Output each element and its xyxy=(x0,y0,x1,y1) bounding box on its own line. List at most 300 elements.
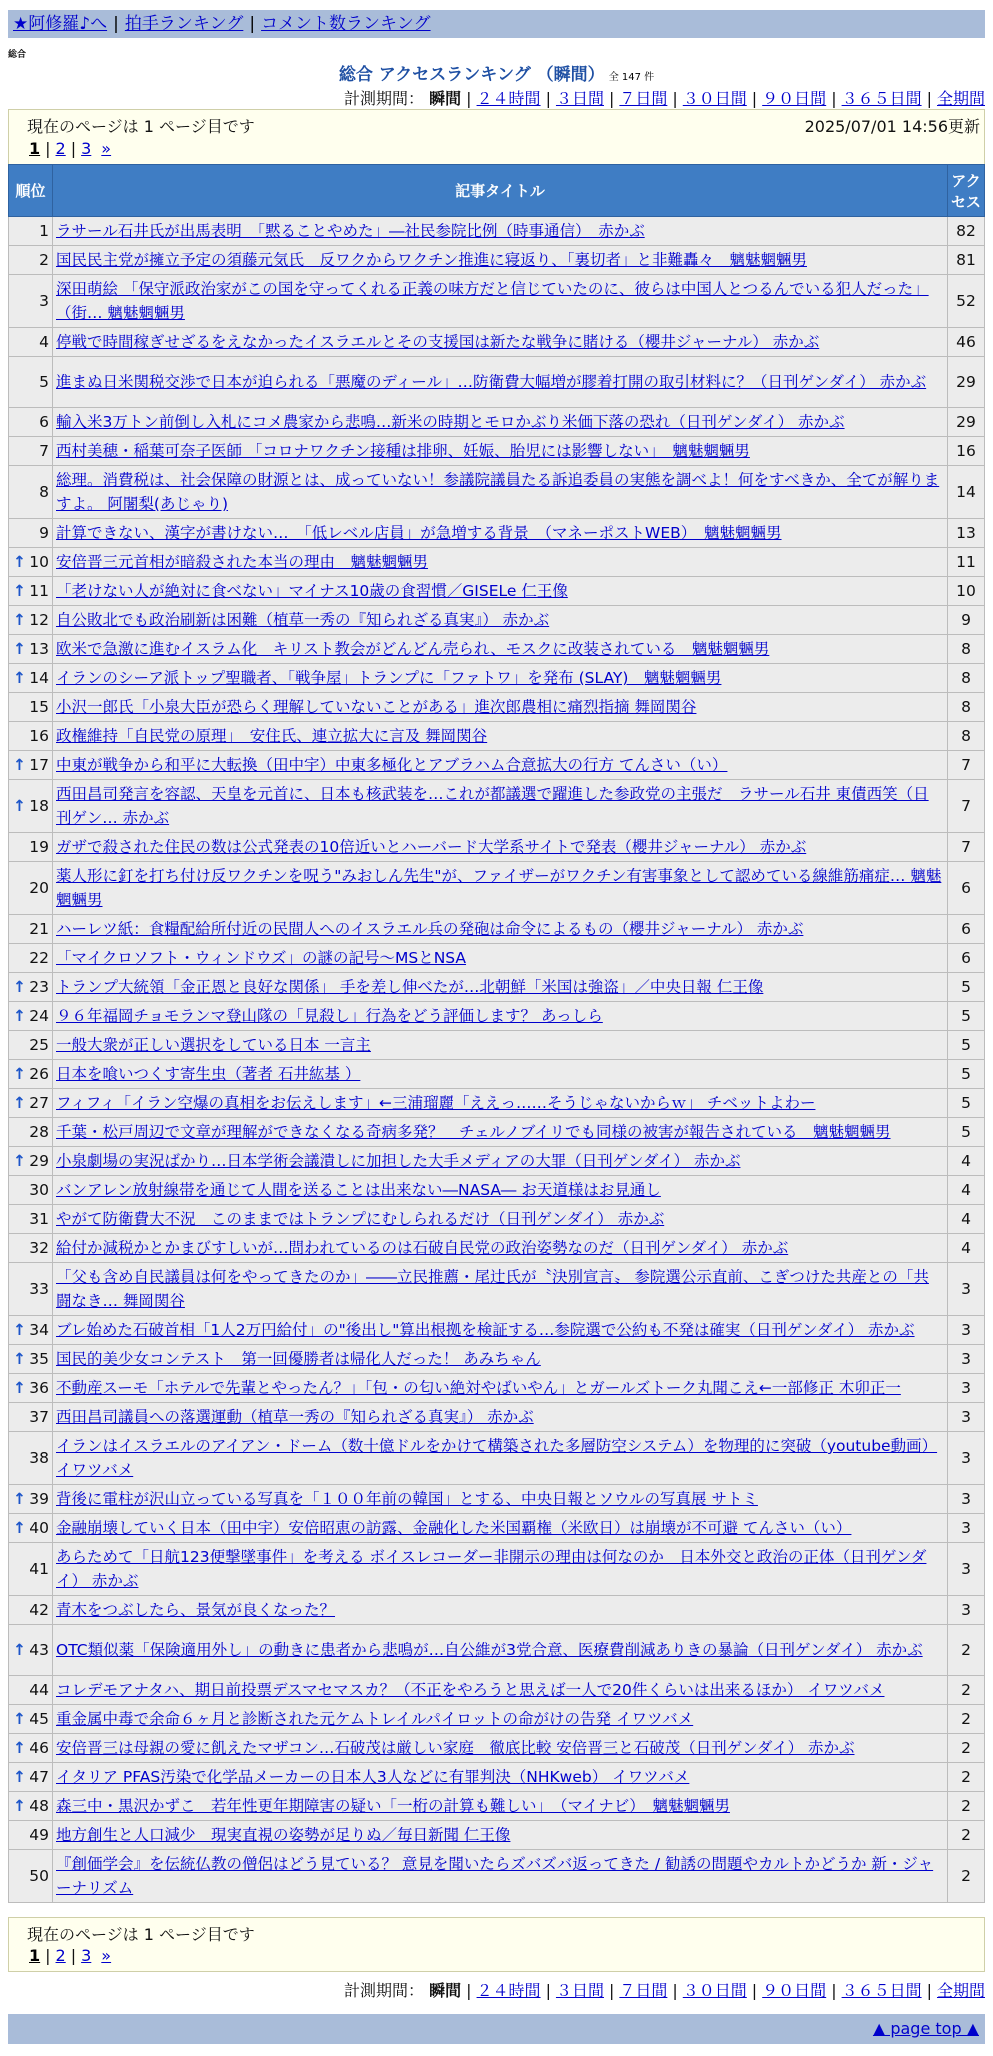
table-row xyxy=(9,1514,985,1543)
current-page-text: 現在のページは 1 ページ目です xyxy=(27,117,255,136)
article-link[interactable]: 進まぬ日米関税交渉で日本が迫られる「悪魔のディール」…防衛費大幅増が膠着打開の取引材料に？（日刊ゲンダイ） 赤かぶ xyxy=(56,373,927,391)
rank-number: 50 xyxy=(29,1867,49,1885)
table-row xyxy=(9,1432,985,1485)
rank-number: 46 xyxy=(29,1739,49,1757)
table-row xyxy=(9,606,985,635)
article-link[interactable]: 給付か減税かとかまびすしいが…問われているのは石破自民党の政治姿勢なのだ（日刊ゲンダイ） 赤かぶ xyxy=(56,1239,789,1257)
title-cell xyxy=(53,664,948,693)
access-count: 4 xyxy=(948,1234,985,1263)
article-link[interactable]: ブレ始めた石破首相「1人2万円給付」の"後出し"算出根拠を検証する…参院選で公約も不発は確実（日刊ゲンダイ） 赤かぶ xyxy=(56,1321,915,1339)
rank-cell xyxy=(9,1176,53,1205)
up-arrow-icon: ↑ xyxy=(13,1710,26,1728)
col-header-rank: 順位 xyxy=(9,165,53,217)
rank-cell xyxy=(9,862,53,915)
title-cell xyxy=(53,722,948,751)
rank-number: 38 xyxy=(29,1449,49,1467)
period-label: 計測期間： xyxy=(344,89,425,108)
rank-cell xyxy=(9,1676,53,1705)
rank-cell xyxy=(9,1263,53,1316)
period-365d-link[interactable]: ３６５日間 xyxy=(841,89,922,108)
up-arrow-icon: ↑ xyxy=(13,978,26,996)
article-link[interactable]: 中東が戦争から和平に大転換（田中宇）中東多極化とアブラハム合意拡大の行方 てんさい（い） xyxy=(56,756,728,774)
ranking-table-wrap xyxy=(8,164,985,1903)
table-row xyxy=(9,1676,985,1705)
table-row xyxy=(9,437,985,466)
access-count: 2 xyxy=(948,1763,985,1792)
article-link[interactable]: 薬人形に釘を打ち付け反ワクチンを呪う"みおしん先生"が、ファイザーがワクチン有害事象として認めている線維筋痛症… 魑魅魍魎男 xyxy=(56,867,942,909)
table-row xyxy=(9,1060,985,1089)
rank-number: 15 xyxy=(29,698,49,716)
up-arrow-icon: ↑ xyxy=(13,1007,26,1025)
category-label: 総合 xyxy=(8,50,27,60)
period-3d-link[interactable]: ３日間 xyxy=(555,1981,604,2000)
up-arrow-icon: ↑ xyxy=(13,797,26,815)
access-count: 7 xyxy=(948,751,985,780)
pager: 1 | 2 | 3 » xyxy=(29,139,112,158)
rank-cell xyxy=(9,1485,53,1514)
period-all-link[interactable]: 全期間 xyxy=(936,89,985,108)
rank-cell xyxy=(9,664,53,693)
table-row xyxy=(9,1234,985,1263)
table-row xyxy=(9,1705,985,1734)
article-link[interactable]: 政権維持「自民党の原理」 安住氏、連立拡大に言及 舞岡関谷 xyxy=(56,727,488,745)
updated-timestamp: 2025/07/01 14:56更新 xyxy=(804,117,980,136)
period-90d-link[interactable]: ９０日間 xyxy=(762,89,827,108)
title-cell xyxy=(53,1625,948,1676)
article-link[interactable]: 計算できない、漢字が書けない… 「低レベル店員」が急増する背景 （マネーポストWEB） 魑魅魍魎男 xyxy=(56,524,782,542)
rank-cell xyxy=(9,1234,53,1263)
page-2-link[interactable]: 2 xyxy=(55,1946,66,1965)
rank-number: 22 xyxy=(29,949,49,967)
title-cell xyxy=(53,519,948,548)
rank-cell xyxy=(9,1625,53,1676)
rank-cell xyxy=(9,1821,53,1850)
access-count: 29 xyxy=(948,357,985,408)
rank-cell xyxy=(9,1596,53,1625)
table-row xyxy=(9,577,985,606)
up-arrow-icon: ↑ xyxy=(13,1739,26,1757)
article-link[interactable]: 深田萌絵 「保守派政治家がこの国を守ってくれる正義の味方だと信じていたのに、彼らは中国人とつるんでいる犯人だった」（街… 魑魅魍魎男 xyxy=(56,280,929,322)
access-count: 5 xyxy=(948,1002,985,1031)
up-arrow-icon: ↑ xyxy=(13,1152,26,1170)
comment-ranking-link[interactable]: コメント数ランキング xyxy=(261,14,431,34)
total-count: 全 147 件 xyxy=(608,72,655,83)
title-cell xyxy=(53,1596,948,1625)
article-link[interactable]: 青木をつぶしたら、景気が良くなった？ xyxy=(56,1601,336,1619)
table-row xyxy=(9,1403,985,1432)
access-count: 2 xyxy=(948,1705,985,1734)
table-row xyxy=(9,780,985,833)
rank-cell xyxy=(9,1705,53,1734)
period-current: 瞬間 xyxy=(429,1981,462,2000)
access-count: 4 xyxy=(948,1147,985,1176)
article-link[interactable]: フィフィ「イラン空爆の真相をお伝えします」←三浦瑠麗「ええっ……そうじゃないからｗ」 チベットよわー xyxy=(56,1094,816,1112)
rank-number: 6 xyxy=(39,413,49,431)
rank-number: 36 xyxy=(29,1379,49,1397)
access-count: 2 xyxy=(948,1792,985,1821)
up-arrow-icon: ↑ xyxy=(13,756,26,774)
up-arrow-icon: ↑ xyxy=(13,1519,26,1537)
access-count: 10 xyxy=(948,577,985,606)
title-cell xyxy=(53,780,948,833)
article-link[interactable]: 千葉・松戸周辺で文章が理解ができなくなる奇病多発？ チェルノブイリでも同様の被害が報告されている 魑魅魍魎男 xyxy=(56,1123,891,1141)
table-row xyxy=(9,1205,985,1234)
rank-cell xyxy=(9,833,53,862)
pagination-box-top xyxy=(8,109,985,165)
applause-ranking-link[interactable]: 拍手ランキング xyxy=(124,14,244,34)
rank-number: 18 xyxy=(29,797,49,815)
rank-number: 19 xyxy=(29,838,49,856)
article-link[interactable]: 安倍晋三元首相が暗殺された本当の理由 魑魅魍魎男 xyxy=(56,553,429,571)
access-count: 5 xyxy=(948,1031,985,1060)
access-count: 14 xyxy=(948,466,985,519)
rank-cell xyxy=(9,1403,53,1432)
article-link[interactable]: 停戦で時間稼ぎせざるをえなかったイスラエルとその支援国は新たな戦争に賭ける（櫻井ジャーナル） 赤かぶ xyxy=(56,333,820,351)
article-link[interactable]: 自公敗北でも政治刷新は困難（植草一秀の『知られざる真実』） 赤かぶ xyxy=(56,611,550,629)
table-row xyxy=(9,1345,985,1374)
article-link[interactable]: 重金属中毒で余命６ヶ月と診断された元ケムトレイルパイロットの命がけの告発 イワツバメ xyxy=(56,1710,694,1728)
title-cell xyxy=(53,357,948,408)
up-arrow-icon: ↑ xyxy=(13,582,26,600)
up-arrow-icon: ↑ xyxy=(13,669,26,687)
period-30d-link[interactable]: ３０日間 xyxy=(682,89,747,108)
table-row xyxy=(9,1374,985,1403)
up-arrow-icon: ↑ xyxy=(13,1768,26,1786)
table-row xyxy=(9,693,985,722)
rank-number: 41 xyxy=(29,1560,49,1578)
rank-cell xyxy=(9,1850,53,1903)
ranking-rows xyxy=(9,217,985,1903)
rank-cell xyxy=(9,1345,53,1374)
table-row xyxy=(9,1543,985,1596)
article-link[interactable]: ガザで殺された住民の数は公式発表の10倍近いとハーバード大学系サイトで発表（櫻井ジャーナル） 赤かぶ xyxy=(56,838,807,856)
up-arrow-icon: ↑ xyxy=(13,1379,26,1397)
rank-number: 48 xyxy=(29,1797,49,1815)
table-row xyxy=(9,217,985,246)
rank-number: 26 xyxy=(29,1065,49,1083)
table-row xyxy=(9,1596,985,1625)
table-row xyxy=(9,973,985,1002)
rank-number: 20 xyxy=(29,879,49,897)
table-row xyxy=(9,548,985,577)
up-arrow-icon: ↑ xyxy=(13,640,26,658)
title-cell xyxy=(53,862,948,915)
title-cell xyxy=(53,1792,948,1821)
article-link[interactable]: 不動産スーモ「ホテルで先輩とやったん？」「包・の匂い絶対やばいやん」とガールズトーク丸聞こえ←一部修正 木卯正一 xyxy=(56,1379,901,1397)
article-link[interactable]: 西田昌司議員への落選運動（植草一秀の『知られざる真実』） 赤かぶ xyxy=(56,1408,534,1426)
article-link[interactable]: 小泉劇場の実況ばかり…日本学術会議潰しに加担した大手メディアの大罪（日刊ゲンダイ） 赤かぶ xyxy=(56,1152,741,1170)
access-count: 52 xyxy=(948,275,985,328)
rank-cell xyxy=(9,973,53,1002)
article-link[interactable]: トランプ大統領「金正恩と良好な関係」 手を差し伸べたが…北朝鮮「米国は強盗」／中央日報 仁王像 xyxy=(56,978,764,996)
table-row xyxy=(9,751,985,780)
rank-cell xyxy=(9,466,53,519)
table-row xyxy=(9,1625,985,1676)
rank-cell xyxy=(9,751,53,780)
article-link[interactable]: 「父も含め自民議員は何をやってきたのか」――立民推薦・尾辻氏が〝決別宣言〟 参院選公示直前、こぎつけた共産との「共闘なき… 舞岡関谷 xyxy=(56,1268,929,1310)
table-row xyxy=(9,408,985,437)
rank-cell xyxy=(9,1002,53,1031)
title-cell xyxy=(53,437,948,466)
title-cell xyxy=(53,1060,948,1089)
article-link[interactable]: あらためて「日航123便撃墜事件」を考える ボイスレコーダー非開示の理由は何なのか 日本外交と政治の正体（日刊ゲンダイ） 赤かぶ xyxy=(56,1548,927,1590)
article-link[interactable]: 森三中・黒沢かずこ 若年性更年期障害の疑い「一桁の計算も難しい」 （マイナビ） 魑魅魍魎男 xyxy=(56,1797,730,1815)
rank-cell xyxy=(9,722,53,751)
rank-number: 23 xyxy=(29,978,49,996)
title-cell xyxy=(53,1850,948,1903)
table-row xyxy=(9,862,985,915)
title-cell xyxy=(53,1263,948,1316)
rank-cell xyxy=(9,915,53,944)
rank-cell xyxy=(9,1205,53,1234)
access-count: 9 xyxy=(948,606,985,635)
up-arrow-icon: ↑ xyxy=(13,1065,26,1083)
up-arrow-icon: ↑ xyxy=(13,1094,26,1112)
access-count: 5 xyxy=(948,973,985,1002)
rank-cell xyxy=(9,217,53,246)
page-2-link[interactable]: 2 xyxy=(55,139,66,158)
access-count: 3 xyxy=(948,1316,985,1345)
rank-cell xyxy=(9,1374,53,1403)
article-link[interactable]: 西村美穂・稲葉可奈子医師 「コロナワクチン接種は排卵、妊娠、胎児には影響しない」 魑魅魍魎男 xyxy=(56,442,750,460)
article-link[interactable]: ９６年福岡チョモランマ登山隊の「見殺し」行為をどう評価します？ あっしら xyxy=(56,1007,603,1025)
rank-number: 35 xyxy=(29,1350,49,1368)
article-link[interactable]: イタリア PFAS汚染で化学品メーカーの日本人3人などに有罪判決（NHKweb） イワツバメ xyxy=(56,1768,690,1786)
rank-cell xyxy=(9,693,53,722)
page-3-link[interactable]: 3 xyxy=(81,139,92,158)
title-cell xyxy=(53,1543,948,1596)
access-count: 8 xyxy=(948,664,985,693)
table-row xyxy=(9,357,985,408)
rank-cell xyxy=(9,1089,53,1118)
table-row xyxy=(9,1176,985,1205)
access-count: 13 xyxy=(948,519,985,548)
rank-cell xyxy=(9,275,53,328)
title-cell xyxy=(53,833,948,862)
title-cell xyxy=(53,408,948,437)
rank-cell xyxy=(9,1734,53,1763)
rank-number: 2 xyxy=(39,251,49,269)
rank-number: 17 xyxy=(29,756,49,774)
title-cell xyxy=(53,1485,948,1514)
rank-cell xyxy=(9,1118,53,1147)
access-count: 6 xyxy=(948,915,985,944)
article-link[interactable]: イランのシーア派トップ聖職者、「戦争屋」トランプに「ファトワ」を発布 (SLAY) 魑魅魍魎男 xyxy=(56,669,722,687)
rank-cell xyxy=(9,437,53,466)
table-row xyxy=(9,1263,985,1316)
title-cell xyxy=(53,1234,948,1263)
title-cell xyxy=(53,1089,948,1118)
article-link[interactable]: 西田昌司発言を容認、天皇を元首に、日本も核武装を…これが都議選で躍進した参政党の主張だ ラサール石井 東債西笑（日刊ゲン… 赤かぶ xyxy=(56,785,929,827)
access-count: 8 xyxy=(948,635,985,664)
title-cell xyxy=(53,1205,948,1234)
ranking-table xyxy=(8,164,985,1903)
article-link[interactable]: コレデモアナタハ、期日前投票デスマセマスカ？（不正をやろうと思えば一人で20件くらいは出来るほか） イワツバメ xyxy=(56,1681,885,1699)
period-current: 瞬間 xyxy=(429,89,462,108)
rank-number: 42 xyxy=(29,1601,49,1619)
rank-number: 43 xyxy=(29,1641,49,1659)
title-cell xyxy=(53,1734,948,1763)
rank-cell xyxy=(9,519,53,548)
article-link[interactable]: 小沢一郎氏「小泉大臣が恐らく理解していないことがある」進次郎農相に痛烈指摘 舞岡関谷 xyxy=(56,698,697,716)
rank-number: 44 xyxy=(29,1681,49,1699)
rank-cell xyxy=(9,606,53,635)
title-cell xyxy=(53,751,948,780)
title-cell xyxy=(53,1345,948,1374)
article-link[interactable]: 安倍晋三は母親の愛に飢えたマザコン…石破茂は厳しい家庭 徹底比較 安倍晋三と石破茂（日刊ゲンダイ） 赤かぶ xyxy=(56,1739,855,1757)
period-label: 計測期間： xyxy=(344,1981,425,2000)
access-count: 2 xyxy=(948,1625,985,1676)
article-link[interactable]: 総理。消費税は、社会保障の財源とは、成っていない！参議院議員たる訴追委員の実態を調べよ！何をすべきか、全てが解りますよ。 阿闍梨(あじゃり) xyxy=(56,471,940,513)
table-row xyxy=(9,1147,985,1176)
rank-cell xyxy=(9,357,53,408)
title-cell xyxy=(53,1676,948,1705)
article-link[interactable]: 国民的美少女コンテスト 第一回優勝者は帰化人だった！ あみちゃん xyxy=(56,1350,541,1368)
page-top-link[interactable]: ▲ page top ▲ xyxy=(872,2019,979,2038)
up-arrow-icon: ↑ xyxy=(13,611,26,629)
title-cell xyxy=(53,1705,948,1734)
access-count: 16 xyxy=(948,437,985,466)
access-count: 2 xyxy=(948,1676,985,1705)
period-90d-link[interactable]: ９０日間 xyxy=(762,1981,827,2000)
title-cell xyxy=(53,1514,948,1543)
access-count: 3 xyxy=(948,1263,985,1316)
title-cell xyxy=(53,328,948,357)
article-link[interactable]: 輸入米3万トン前倒し入札にコメ農家から悲鳴…新米の時期とモロかぶり米価下落の恐れ（日刊ゲンダイ） 赤かぶ xyxy=(56,413,845,431)
rank-number: 12 xyxy=(29,611,49,629)
table-row xyxy=(9,915,985,944)
article-link[interactable]: 日本を喰いつくす寄生虫（著者 石井紘基 ） xyxy=(56,1065,361,1083)
rank-number: 5 xyxy=(39,373,49,391)
access-count: 3 xyxy=(948,1345,985,1374)
article-link[interactable]: 欧米で急激に進むイスラム化 キリスト教会がどんどん売られ、モスクに改装されている 魑魅魍魎男 xyxy=(56,640,770,658)
period-7d-link[interactable]: ７日間 xyxy=(619,1981,668,2000)
rank-number: 24 xyxy=(29,1007,49,1025)
article-link[interactable]: 「老けない人が絶対に食べない」マイナス10歳の食習慣／GISELe 仁王像 xyxy=(56,582,568,600)
access-count: 3 xyxy=(948,1374,985,1403)
access-count: 11 xyxy=(948,548,985,577)
article-link[interactable]: ハーレツ紙：食糧配給所付近の民間人へのイスラエル兵の発砲は命令によるもの（櫻井ジャーナル） 赤かぶ xyxy=(56,920,804,938)
rank-number: 13 xyxy=(29,640,49,658)
period-7d-link[interactable]: ７日間 xyxy=(619,89,668,108)
table-row xyxy=(9,664,985,693)
bottom-bar xyxy=(8,2014,985,2044)
table-row xyxy=(9,1316,985,1345)
rank-cell xyxy=(9,577,53,606)
title-cell xyxy=(53,1821,948,1850)
article-link[interactable]: OTC類似薬「保険適用外し」の動きに患者から悲鳴が…自公維が3党合意、医療費削減ありきの暴論（日刊ゲンダイ） 赤かぶ xyxy=(56,1641,923,1659)
article-link[interactable]: 「マイクロソフト・ウィンドウズ」の謎の記号～MSとNSA xyxy=(56,949,467,967)
access-count: 3 xyxy=(948,1403,985,1432)
rank-number: 34 xyxy=(29,1321,49,1339)
table-row xyxy=(9,944,985,973)
rank-number: 14 xyxy=(29,669,49,687)
table-row xyxy=(9,466,985,519)
period-365d-link[interactable]: ３６５日間 xyxy=(841,1981,922,2000)
rank-cell xyxy=(9,944,53,973)
page-title xyxy=(0,60,993,85)
rank-number: 31 xyxy=(29,1210,49,1228)
rank-number: 11 xyxy=(29,582,49,600)
title-cell xyxy=(53,1031,948,1060)
access-count: 2 xyxy=(948,1850,985,1903)
table-row xyxy=(9,328,985,357)
access-count: 8 xyxy=(948,693,985,722)
next-page-link[interactable]: » xyxy=(101,1946,112,1965)
access-count: 2 xyxy=(948,1821,985,1850)
rank-cell xyxy=(9,548,53,577)
title-cell xyxy=(53,973,948,1002)
page-3-link[interactable]: 3 xyxy=(81,1946,92,1965)
article-link[interactable]: 背後に電柱が沢山立っている写真を「１００年前の韓国」とする、中央日報とソウルの写真展 サトミ xyxy=(56,1490,758,1508)
rank-number: 37 xyxy=(29,1408,49,1426)
access-count: 6 xyxy=(948,862,985,915)
page-current: 1 xyxy=(29,139,41,158)
top-nav-bar xyxy=(8,10,985,38)
access-count: 7 xyxy=(948,833,985,862)
title-cell xyxy=(53,1374,948,1403)
table-row xyxy=(9,833,985,862)
home-link[interactable]: ★阿修羅♪へ xyxy=(13,14,108,34)
period-24h-link[interactable]: ２４時間 xyxy=(476,89,541,108)
article-link[interactable]: 地方創生と人口減少 現実直視の姿勢が足りぬ／毎日新聞 仁王像 xyxy=(56,1826,511,1844)
rank-number: 28 xyxy=(29,1123,49,1141)
rank-number: 1 xyxy=(39,222,49,240)
article-link[interactable]: 一般大衆が正しい選択をしている日本 一言主 xyxy=(56,1036,371,1054)
title-cell xyxy=(53,275,948,328)
rank-number: 33 xyxy=(29,1280,49,1298)
rank-number: 29 xyxy=(29,1152,49,1170)
rank-cell xyxy=(9,1316,53,1345)
rank-number: 10 xyxy=(29,553,49,571)
article-link[interactable]: やがて防衛費大不況 このままではトランプにむしられるだけ（日刊ゲンダイ） 赤かぶ xyxy=(56,1210,665,1228)
rank-cell xyxy=(9,1432,53,1485)
period-30d-link[interactable]: ３０日間 xyxy=(682,1981,747,2000)
table-row xyxy=(9,1002,985,1031)
article-link[interactable]: バンアレン放射線帯を通じて人間を送ることは出来ない―NASA― お天道様はお見通し xyxy=(56,1181,661,1199)
access-count: 29 xyxy=(948,408,985,437)
article-link[interactable]: ラサール石井氏が出馬表明 「黙ることやめた」―社民参院比例（時事通信） 赤かぶ xyxy=(56,222,645,240)
article-link[interactable]: 国民民主党が擁立予定の須藤元気氏 反ワクからワクチン推進に寝返り、「裏切者」と非難轟々 魑魅魍魎男 xyxy=(56,251,807,269)
rank-cell xyxy=(9,1060,53,1089)
access-count: 6 xyxy=(948,944,985,973)
access-count: 3 xyxy=(948,1485,985,1514)
rank-cell xyxy=(9,328,53,357)
table-row xyxy=(9,519,985,548)
period-3d-link[interactable]: ３日間 xyxy=(555,89,604,108)
article-link[interactable]: 『創価学会』を伝統仏教の僧侶はどう見ている？ 意見を聞いたらズバズバ返ってきた / 勧誘の問題やカルトかどうか 新・ジャーナリズム xyxy=(56,1855,934,1897)
next-page-link[interactable]: » xyxy=(101,139,112,158)
article-link[interactable]: 金融崩壊していく日本（田中宇）安倍昭恵の訪露、金融化した米国覇権（米欧日）は崩壊が不可避 てんさい（い） xyxy=(56,1519,852,1537)
ranking-heading: 総合 アクセスランキング （瞬間） xyxy=(338,65,605,85)
access-count: 5 xyxy=(948,1118,985,1147)
table-row xyxy=(9,635,985,664)
title-cell xyxy=(53,1316,948,1345)
pager: 1 | 2 | 3 » xyxy=(29,1946,112,1965)
title-cell xyxy=(53,1118,948,1147)
up-arrow-icon: ↑ xyxy=(13,1321,26,1339)
title-cell xyxy=(53,548,948,577)
table-row xyxy=(9,246,985,275)
period-selector-bottom: 計測期間： 瞬間 | ２４時間 | ３日間 | ７日間 | ３０日間 | ９０日間 | ３６５日間 | 全期間 xyxy=(344,1981,985,2000)
title-cell xyxy=(53,1147,948,1176)
period-all-link[interactable]: 全期間 xyxy=(936,1981,985,2000)
article-link[interactable]: イランはイスラエルのアイアン・ドーム（数十億ドルをかけて構築された多層防空システム）を物理的に突破（youtube動画） イワツバメ xyxy=(56,1437,938,1479)
table-row xyxy=(9,1792,985,1821)
table-row xyxy=(9,1734,985,1763)
period-24h-link[interactable]: ２４時間 xyxy=(476,1981,541,2000)
nav-separator: | xyxy=(249,14,256,34)
